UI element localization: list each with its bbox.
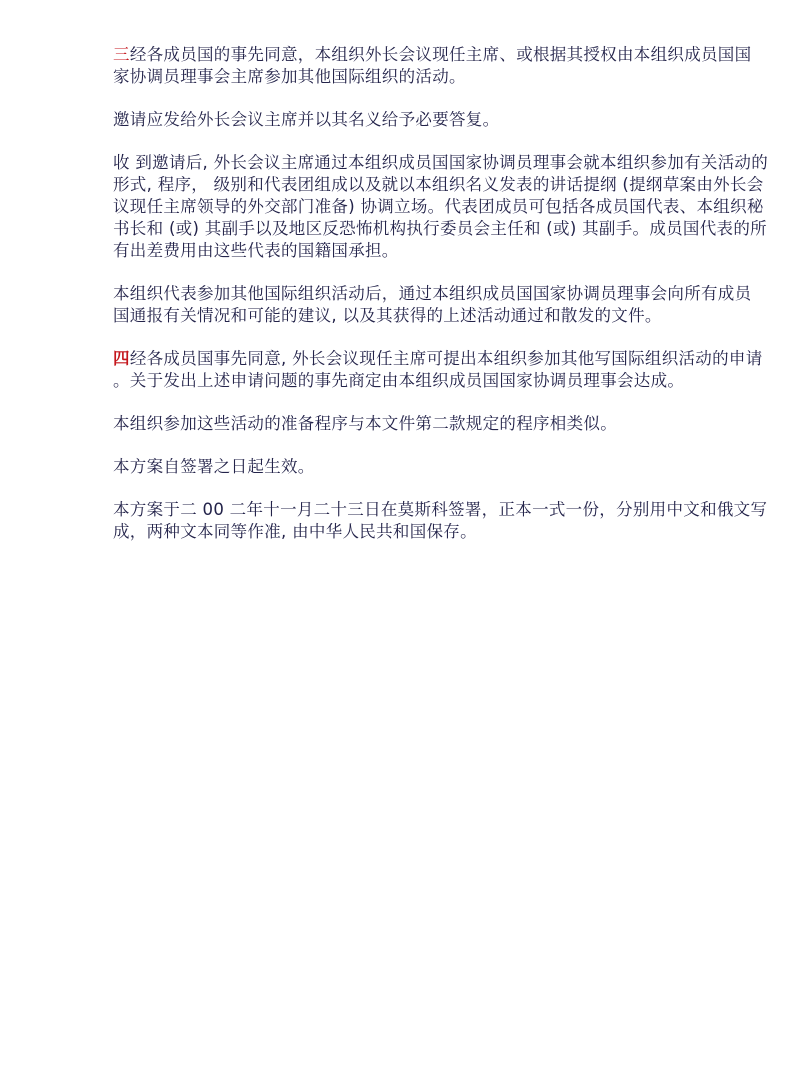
paragraph [113,44,753,88]
paragraph [113,109,753,131]
paragraph [113,283,753,327]
document-body [113,44,769,564]
text-line [113,109,753,131]
line-text: 收 到邀请后, 外长会议主席通过本组织成员国国家协调员理事会就本组织参加有关活动的 [113,153,769,172]
text-line [113,240,753,262]
text-line [113,196,764,218]
text-line [113,521,753,543]
line-text: 经各成员国的事先同意，本组织外长会议现任主席、或根据其授权由本组织成员国国 [129,45,752,64]
text-line [113,66,753,88]
text-line [113,348,763,370]
line-text: 本方案自签署之日起生效。 [113,457,315,476]
line-text: 经各成员国事先同意, 外长会议现任主席可提出本组织参加其他写国际组织活动的申请 [129,349,763,368]
text-line [113,174,764,196]
paragraph [113,499,768,543]
line-text: 议现任主席领导的外交部门准备) 协调立场。代表团成员可包括各成员国代表、本组织秘 [113,197,764,216]
text-line [113,456,753,478]
paragraph [113,348,763,392]
text-line [113,499,768,521]
line-text: 本方案于二 00 二年十一月二十三日在莫斯科签署，正本一式一份，分别用中文和俄文写 [113,500,768,519]
line-text: 有出差费用由这些代表的国籍国承担。 [113,241,399,260]
section-number: 四 [113,349,130,368]
text-line [113,283,753,305]
text-line [113,370,753,392]
line-text: 国通报有关情况和可能的建议, 以及其获得的上述活动通过和散发的文件。 [113,306,662,325]
section-number: 三 [113,45,130,64]
text-line [113,305,753,327]
line-text: 形式, 程序， 级别和代表团组成以及就以本组织名义发表的讲话提纲 (提纲草案由外长会 [113,175,764,194]
text-line [113,413,753,435]
line-text: 邀请应发给外长会议主席并以其名义给予必要答复。 [113,110,500,129]
text-line [113,44,753,66]
paragraph [113,152,769,262]
line-text: 家协调员理事会主席参加其他国际组织的活动。 [113,67,466,86]
line-text: 书长和 (或) 其副手以及地区反恐怖机构执行委员会主任和 (或) 其副手。成员国代表的所 [113,219,767,238]
line-text: 本组织代表参加其他国际组织活动后，通过本组织成员国国家协调员理事会向所有成员 [113,284,752,303]
line-text: 成，两种文本同等作准, 由中华人民共和国保存。 [113,522,477,541]
paragraph [113,413,753,435]
text-line [113,152,769,174]
line-text: 本组织参加这些活动的准备程序与本文件第二款规定的程序相类似。 [113,414,617,433]
line-text: 。关于发出上述申请问题的事先商定由本组织成员国国家协调员理事会达成。 [113,371,685,390]
text-line [113,218,767,240]
paragraph [113,456,753,478]
